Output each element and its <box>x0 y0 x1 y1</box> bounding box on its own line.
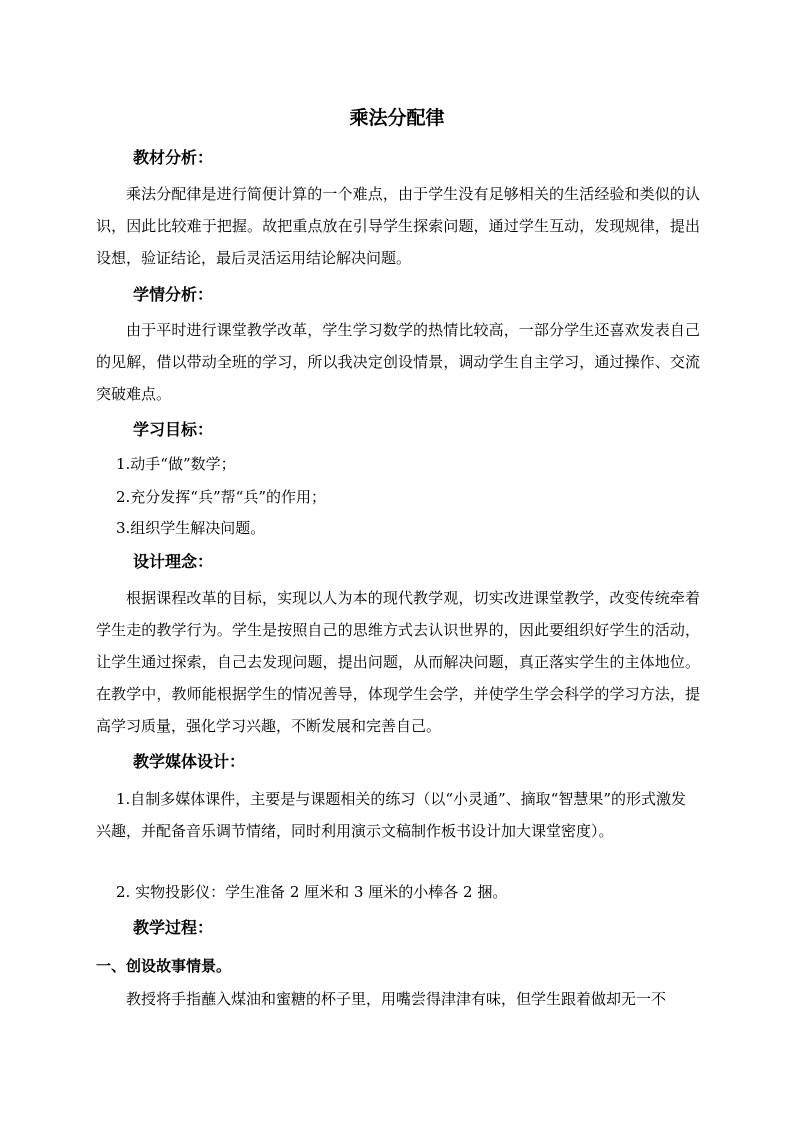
heading-textbook-analysis: 教材分析： <box>133 148 214 167</box>
heading-student-analysis: 学情分析： <box>133 285 214 304</box>
heading-learning-goals: 学习目标： <box>133 420 214 439</box>
subheading-story-scene: 一、创设故事情景。 <box>96 957 232 975</box>
goal-item-2: 2.充分发挥“兵”帮“兵”的作用； <box>116 488 326 506</box>
goal-item-1: 1.动手“做”数学； <box>116 455 236 473</box>
heading-media-design: 教学媒体设计： <box>133 752 246 771</box>
media-item-1: 1.自制多媒体课件，主要是与课题相关的练习（以“小灵通”、摘取“智慧果”的形式激发兴趣，并配备音乐调节情绪，同时利用演示文稿制作板书设计加大课堂密度）。 <box>96 790 686 840</box>
heading-design-concept: 设计理念： <box>133 552 214 571</box>
paragraph-story-scene: 教授将手指蘸入煤油和蜜糖的杯子里，用嘴尝得津津有味，但学生跟着做却无一不 <box>126 990 667 1008</box>
paragraph-student-analysis: 由于平时进行课堂教学改革，学生学习数学的热情比较高，一部分学生还喜欢发表自己的见解，借以带动全班的学习，所以我决定创设情景，调动学生自主学习，通过操作、交流突破难点。 <box>96 321 700 403</box>
heading-teaching-process: 教学过程： <box>133 918 214 937</box>
paragraph-textbook-analysis: 乘法分配律是进行简便计算的一个难点，由于学生没有足够相关的生活经验和类似的认识，因此比较难于把握。故把重点放在引导学生探索问题，通过学生互动，发现规律，提出设想，验证结论，最后灵活运用结论解决问题。 <box>96 185 700 267</box>
media-item-2: 2. 实物投影仪：学生准备 2 厘米和 3 厘米的小棒各 2 捆。 <box>116 883 508 901</box>
document-title: 乘法分配律 <box>349 107 445 129</box>
goal-item-3: 3.组织学生解决问题。 <box>116 519 266 537</box>
paragraph-design-concept: 根据课程改革的目标，实现以人为本的现代教学观，切实改进课堂教学，改变传统牵着学生走的教学行为。学生是按照自己的思维方式去认识世界的，因此要组织好学生的活动，让学生通过探索，自己去发现问题，提出问题，从而解决问题，真正落实学生的主体地位。在教学中，教师能根据学生的情况善导，体现学生会学，并使学生学会科学的学习方法，提高学习质量，强化学习兴趣，不断发展和完善自己。 <box>96 589 700 735</box>
